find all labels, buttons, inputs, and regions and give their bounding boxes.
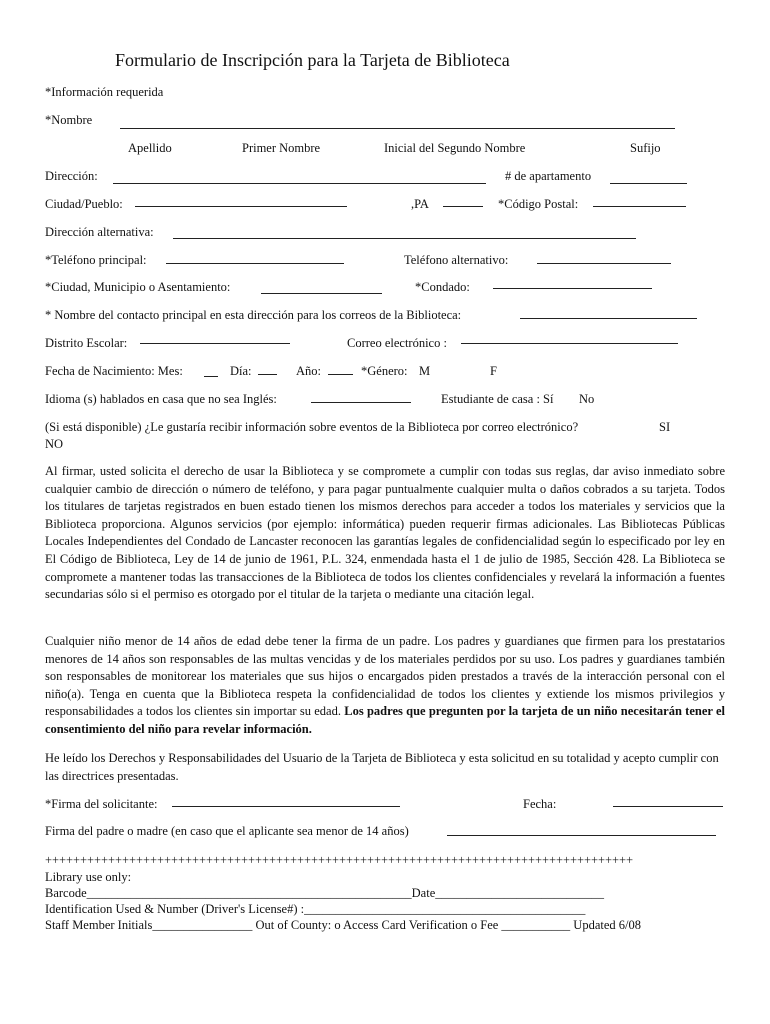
zip-label: *Código Postal:	[498, 197, 579, 211]
email-events-no-option[interactable]: NO	[45, 437, 64, 451]
birth-year-field[interactable]	[328, 374, 353, 375]
date-field[interactable]	[613, 806, 723, 807]
gender-label: *Género:	[361, 364, 408, 378]
name-field[interactable]	[120, 128, 675, 129]
first-name-label: Primer Nombre	[242, 141, 321, 155]
suffix-label: Sufijo	[630, 141, 661, 155]
apartment-field[interactable]	[610, 183, 687, 184]
alt-phone-label: Teléfono alternativo:	[404, 253, 509, 267]
required-note: *Información requerida	[45, 85, 164, 99]
alt-phone-field[interactable]	[537, 263, 671, 264]
email-label: Correo electrónico :	[347, 336, 447, 350]
birth-year-label: Año:	[296, 364, 321, 378]
city-field[interactable]	[135, 206, 347, 207]
alt-address-field[interactable]	[173, 238, 636, 239]
email-events-yes-option[interactable]: SI	[659, 420, 671, 434]
homeschool-no-option[interactable]: No	[579, 392, 595, 406]
birth-day-field[interactable]	[258, 374, 277, 375]
terms-paragraph-1: Al firmar, usted solicita el derecho de usar la Biblioteca y se compromete a cumplir con todas sus reglas, dar aviso inmediato sobre cualquier cambio de dirección o número de teléfono, y para pagar puntualmente cualquier multa o daños cobrados a su tarjeta. Todos los titulares de tarjetas registrados en buen estado tienen los mismos derechos para acceder a todos los materiales y servicios que la Biblioteca proporciona. Algunos servicios (por ejemplo: informática) pueden requerir firmas adicionales. Las Bibliotecas Públicas Locales Independientes del Condado de Lancaster reconocen las garantías legales de confidencialidad según lo especificado por ley en El Código de Biblioteca, Ley de 14 de junio de 1961, P.L. 324, enmendada hasta el 1 de julio de 1985, Sección 428. La Biblioteca se compromete a mantener todas las transacciones de la Biblioteca de todos los clientes confidenciales y revelará la información a fuentes secundarias sólo si el permiso es otorgado por el titular de la tarjeta o mediante una citación legal.	[45, 464, 725, 602]
email-field[interactable]	[461, 343, 678, 344]
school-district-label: Distrito Escolar:	[45, 336, 128, 350]
gender-m-option[interactable]: M	[419, 364, 431, 378]
form-title: Formulario de Inscripción para la Tarjeta de Biblioteca	[115, 50, 510, 70]
county-label: *Condado:	[415, 280, 470, 294]
terms-paragraph-2	[45, 633, 725, 739]
terms-paragraph-2-text: Cualquier niño menor de 14 años de edad debe tener la firma de un padre. Los padres y guardianes que firmen para los prestatarios menores de 14 años son responsables de las multas vencidas y de los materiales perdidos por su uso. Los padres y guardianes también son responsables de monitorear los materiales que sus hijos o encargados piden prestados a través de la interacción personal con el niño(a). Tenga en cuenta que la Biblioteca respeta la confidencialidad de todos los clientes y extiende los mismos privilegios y responsabilidades a todos los clientes sin importar su edad.	[45, 634, 725, 719]
birth-day-label: Día:	[230, 364, 252, 378]
state-label: ,PA	[411, 197, 429, 211]
zip-field[interactable]	[593, 206, 686, 207]
parent-signature-label: Firma del padre o madre (en caso que el aplicante sea menor de 14 años)	[45, 824, 409, 838]
name-label: *Nombre	[45, 113, 93, 127]
barcode-line[interactable]: Barcode____________________________________________________Date___________________________	[45, 886, 604, 900]
applicant-signature-field[interactable]	[172, 806, 400, 807]
separator-line: ++++++++++++++++++++++++++++++++++++++++++++++++++++++++++++++++++++++++++++++++++++	[45, 853, 633, 867]
staff-line[interactable]: Staff Member Initials________________ Out of County: o Access Card Verification o Fee ___________ Updated 6/08	[45, 918, 641, 932]
city-label: Ciudad/Pueblo:	[45, 197, 123, 211]
library-use-heading: Library use only:	[45, 870, 132, 884]
address-field[interactable]	[113, 183, 486, 184]
terms-paragraph-3: He leído los Derechos y Responsabilidades del Usuario de la Tarjeta de Biblioteca y esta solicitud en su totalidad y acepto cumplir con las directrices presentadas.	[45, 751, 719, 783]
state-field[interactable]	[443, 206, 483, 207]
gender-f-option[interactable]: F	[490, 364, 497, 378]
date-label: Fecha:	[523, 797, 557, 811]
languages-field[interactable]	[311, 402, 411, 403]
county-field[interactable]	[493, 288, 652, 289]
phone-field[interactable]	[166, 263, 344, 264]
surname-label: Apellido	[128, 141, 172, 155]
phone-label: *Teléfono principal:	[45, 253, 147, 267]
municipality-field[interactable]	[261, 293, 382, 294]
identification-line[interactable]: Identification Used & Number (Driver's License#) :_____________________________________________	[45, 902, 586, 916]
address-label: Dirección:	[45, 169, 98, 183]
birth-month-label: Fecha de Nacimiento: Mes:	[45, 364, 183, 378]
middle-initial-label: Inicial del Segundo Nombre	[384, 141, 526, 155]
applicant-signature-label: *Firma del solicitante:	[45, 797, 158, 811]
languages-label: Idioma (s) hablados en casa que no sea Inglés:	[45, 392, 277, 406]
email-events-question: (Si está disponible) ¿Le gustaría recibir información sobre eventos de la Biblioteca por correo electrónico?	[45, 420, 579, 434]
terms-paragraph-2-bold: Los padres que pregunten por la tarjeta de un niño necesitarán tener el consentimiento del niño para revelar información.	[45, 704, 725, 736]
birth-month-field[interactable]	[204, 376, 218, 377]
apartment-label: # de apartamento	[505, 169, 592, 183]
parent-signature-field[interactable]	[447, 835, 716, 836]
contact-name-field[interactable]	[520, 318, 697, 319]
contact-name-label: * Nombre del contacto principal en esta dirección para los correos de la Biblioteca:	[45, 308, 462, 322]
municipality-label: *Ciudad, Municipio o Asentamiento:	[45, 280, 231, 294]
alt-address-label: Dirección alternativa:	[45, 225, 154, 239]
school-district-field[interactable]	[140, 343, 290, 344]
homeschool-label[interactable]: Estudiante de casa : Sí	[441, 392, 554, 406]
